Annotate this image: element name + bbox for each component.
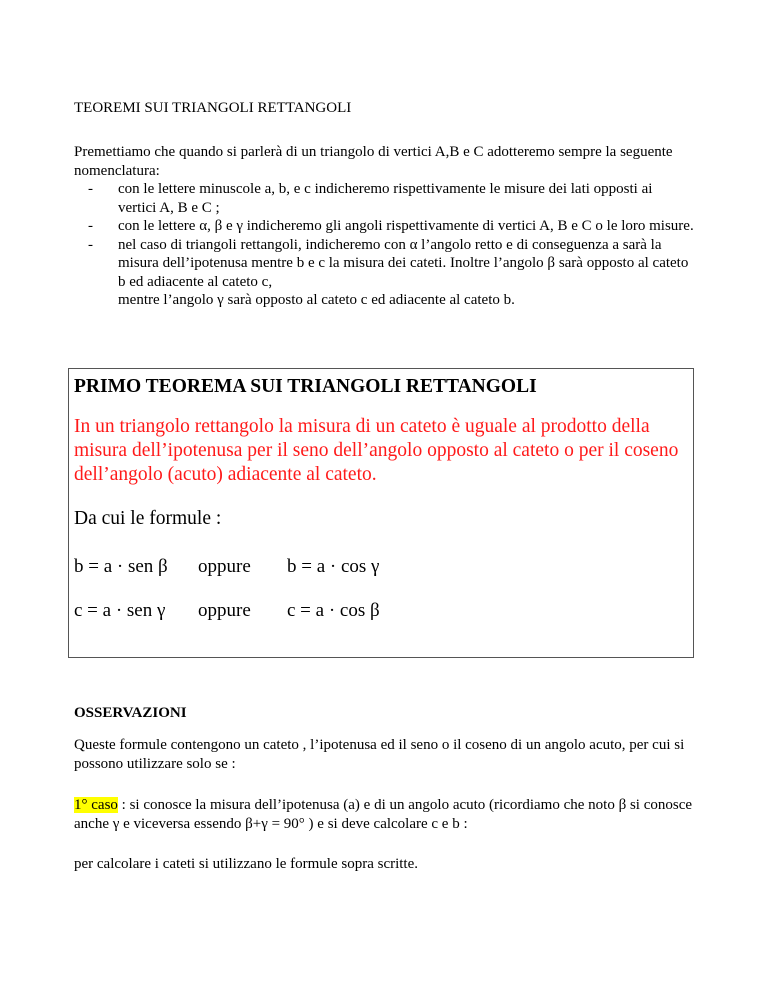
list-item-text-continued: mentre l’angolo γ sarà opposto al cateto c ed adiacente al cateto b. <box>118 292 515 308</box>
list-item <box>74 217 694 236</box>
case-label-highlight: 1° caso <box>74 797 118 813</box>
formula-intro: Da cui le formule : <box>74 508 222 529</box>
nomenclature-list <box>74 180 694 310</box>
final-text: per calcolare i cateti si utilizzano le formule sopra scritte. <box>74 856 419 872</box>
list-dash: - <box>88 218 93 234</box>
list-item-text: nel caso di triangoli rettangoli, indicheremo con α l’angolo retto e di conseguenza a sarà la misura dell’ipotenusa mentre b e c la misura dei cateti. Inoltre l’angolo β sarà opposto al cateto b ed adiacente al cateto c, <box>118 236 689 290</box>
list-item-text: con le lettere minuscole a, b, e c indicheremo rispettivamente le misure dei lati opposti ai vertici A, B e C ; <box>118 181 653 216</box>
list-dash: - <box>88 181 93 197</box>
list-item <box>74 236 694 310</box>
theorem-box <box>68 368 694 658</box>
case-paragraph <box>74 796 694 834</box>
list-item <box>74 180 694 217</box>
intro-section <box>74 143 694 310</box>
observations-text: Queste formule contengono un cateto , l’ipotenusa ed il seno o il coseno di un angolo acuto, per cui si possono utilizzare solo se : <box>74 737 685 772</box>
list-item-text: con le lettere α, β e γ indicheremo gli angoli rispettivamente di vertici A, B e C o le loro misure. <box>118 218 694 234</box>
formula-right: c = a · cos β <box>287 600 380 621</box>
theorem-statement: In un triangolo rettangolo la misura di un cateto è uguale al prodotto della misura dell’ipotenusa per il seno dell’angolo opposto al cateto o per il coseno dell’angolo (acuto) adiacente al cateto. <box>74 416 679 485</box>
case-text: : si conosce la misura dell’ipotenusa (a) e di un angolo acuto (ricordiamo che noto β si conosce anche γ e viceversa essendo β+γ = 90° ) e si deve calcolare c e b : <box>74 797 693 832</box>
document-title: TEOREMI SUI TRIANGOLI RETTANGOLI <box>74 100 352 116</box>
observations-title: OSSERVAZIONI <box>74 705 187 721</box>
formula-right: b = a · cos γ <box>287 556 380 577</box>
formula-connector: oppure <box>198 556 251 577</box>
formula-left: c = a · sen γ <box>74 600 166 621</box>
theorem-title: PRIMO TEOREMA SUI TRIANGOLI RETTANGOLI <box>74 376 537 397</box>
list-dash: - <box>88 236 93 253</box>
formula-left: b = a · sen β <box>74 556 168 577</box>
intro-paragraph: Premettiamo che quando si parlerà di un triangolo di vertici A,B e C adotteremo sempre la seguente nomenclatura: <box>74 144 673 179</box>
formula-connector: oppure <box>198 600 251 621</box>
